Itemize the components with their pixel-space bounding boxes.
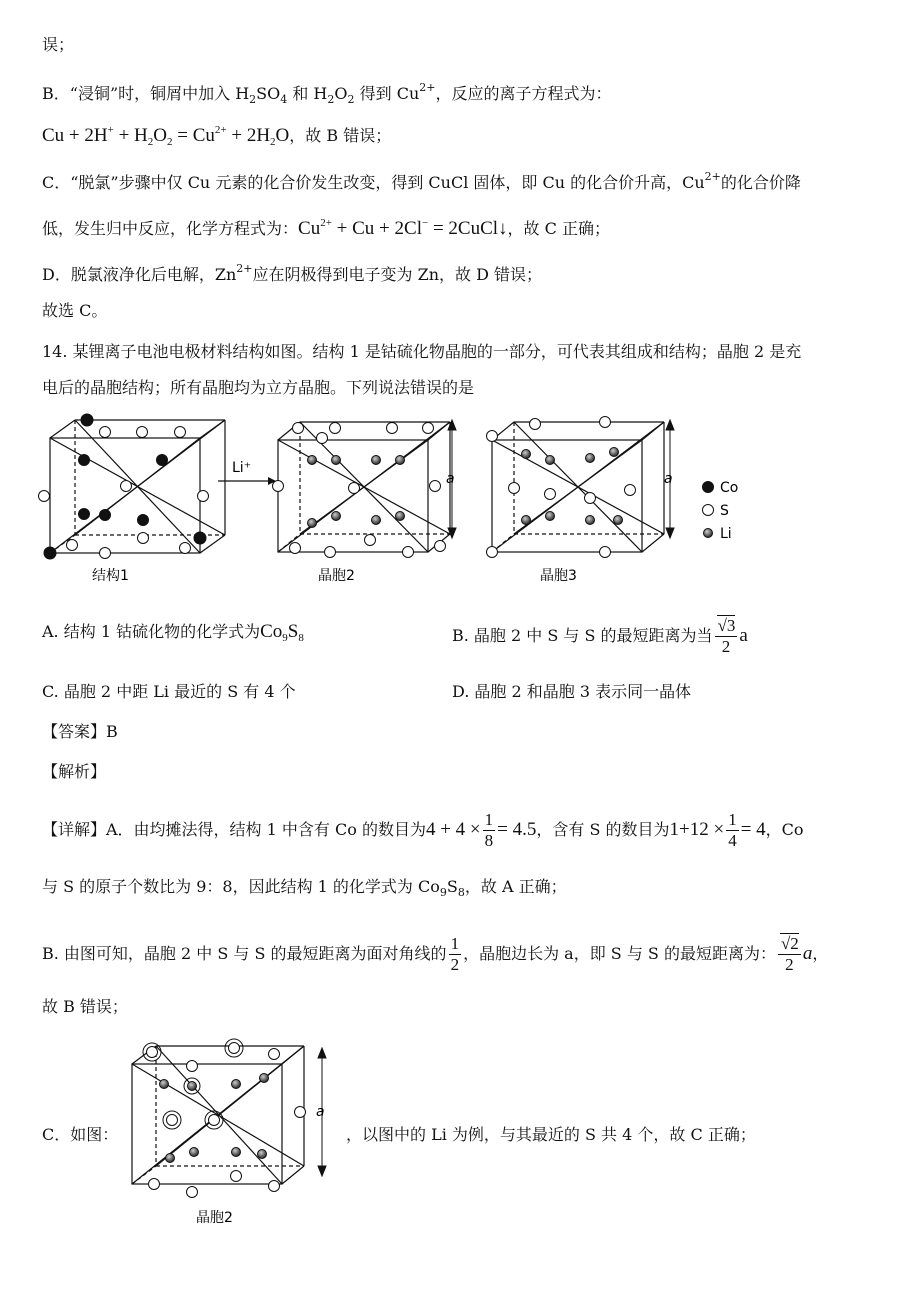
legend-li: Li (720, 526, 732, 542)
detail-c-tail: ，以图中的 Li 为例，与其最近的 S 共 4 个，故 C 正确； (346, 1125, 756, 1144)
option-d[interactable]: D. 晶胞 2 和晶胞 3 表示同一晶体 (452, 682, 692, 701)
answer-label: 【答案】B (42, 722, 118, 741)
detail-a-line2: 与 S 的原子个数比为 9：8，因此结构 1 的化学式为 $Co_9S_8$，故 A 正确； (42, 877, 567, 899)
edge-label-highlight: a (316, 1104, 325, 1120)
analysis-label: 【解析】 (42, 762, 107, 781)
text-line-c2: 低，发生归中反应，化学方程式为：$Cu^{2+} + Cu + 2Cl^-$ = 2CuCl↓，故 C 正确； (42, 217, 610, 239)
legend-s: S (720, 503, 729, 519)
caption-cell-2: 晶胞2 (318, 568, 355, 584)
question-14-line2: 电后的晶胞结构；所有晶胞均为立方晶胞。下列说法错误的是 (42, 378, 475, 397)
text-line-d: D．脱氯液净化后电解，$Zn^{2+}$应在阴极得到电子变为 Zn，故 D 错误； (42, 262, 542, 284)
structure-1-atoms (39, 414, 209, 559)
edge-label-cell-2: a (446, 471, 455, 487)
cell-2-highlighted-figure (124, 1036, 344, 1236)
question-14-line1: 14. 某锂离子电池电极材料结构如图。结构 1 是钴硫化物晶胞的一部分，可代表其组成和结构；晶胞 2 是充 (42, 342, 802, 361)
cell-2 (278, 422, 450, 552)
detail-b-line1: B. 由图可知，晶胞 2 中 S 与 S 的最短距离为面对角线的 $\frac{1}{2}$ ，晶胞边长为 a，即 S 与 S 的最短距离为： $\frac{√2}{2}$ a， (42, 934, 829, 974)
detail-a-line1: 【详解】A．由均摊法得，结构 1 中含有 Co 的数目为4 + 4 × $\frac{1}{8}$ = 4.5，含有 S 的数目为1+12 × $\frac{1}{4}$ = 4，Co (42, 810, 804, 850)
caption-cell-3: 晶胞3 (540, 568, 577, 584)
option-c[interactable]: C. 晶胞 2 中距 Li 最近的 S 有 4 个 (42, 682, 296, 701)
text-line-1: 误； (42, 35, 75, 54)
caption-structure-1: 结构1 (92, 568, 129, 584)
cell-3-atoms (487, 417, 636, 558)
edge-label-cell-3: a (664, 471, 673, 487)
text-line-c1: C．“脱氯”步骤中仅 Cu 元素的化合价发生改变，得到 CuCl 固体，即 Cu 的化合价升高，$Cu^{2+}$的化合价降 (42, 170, 801, 192)
option-a[interactable]: A. 结构 1 钴硫化物的化学式为$Co_9S_8$ (42, 621, 304, 644)
legend (703, 482, 714, 538)
option-b[interactable]: B. 晶胞 2 中 S 与 S 的最短距离为当 $\frac{√3}{2}$ a (452, 616, 748, 656)
legend-co: Co (720, 480, 739, 496)
detail-b-line2: 故 B 错误； (42, 997, 128, 1016)
caption-highlight-cell: 晶胞2 (196, 1210, 233, 1226)
arrow-label: Li⁺ (232, 460, 252, 476)
crystal-structures-figure (30, 408, 890, 588)
text-choose: 故选 C。 (42, 301, 108, 320)
equation-b: $Cu + 2H^+ + H_2O_2 = Cu^{2+} + 2H_2O$，故 B 错误； (42, 124, 392, 148)
text-line-b: B．“浸铜”时，铜屑中加入 $H_2SO_4$ 和 $H_2O_2$ 得到 $Cu^{2+}$，反应的离子方程式为： (42, 81, 612, 106)
detail-c-prefix: C．如图： (42, 1125, 119, 1144)
